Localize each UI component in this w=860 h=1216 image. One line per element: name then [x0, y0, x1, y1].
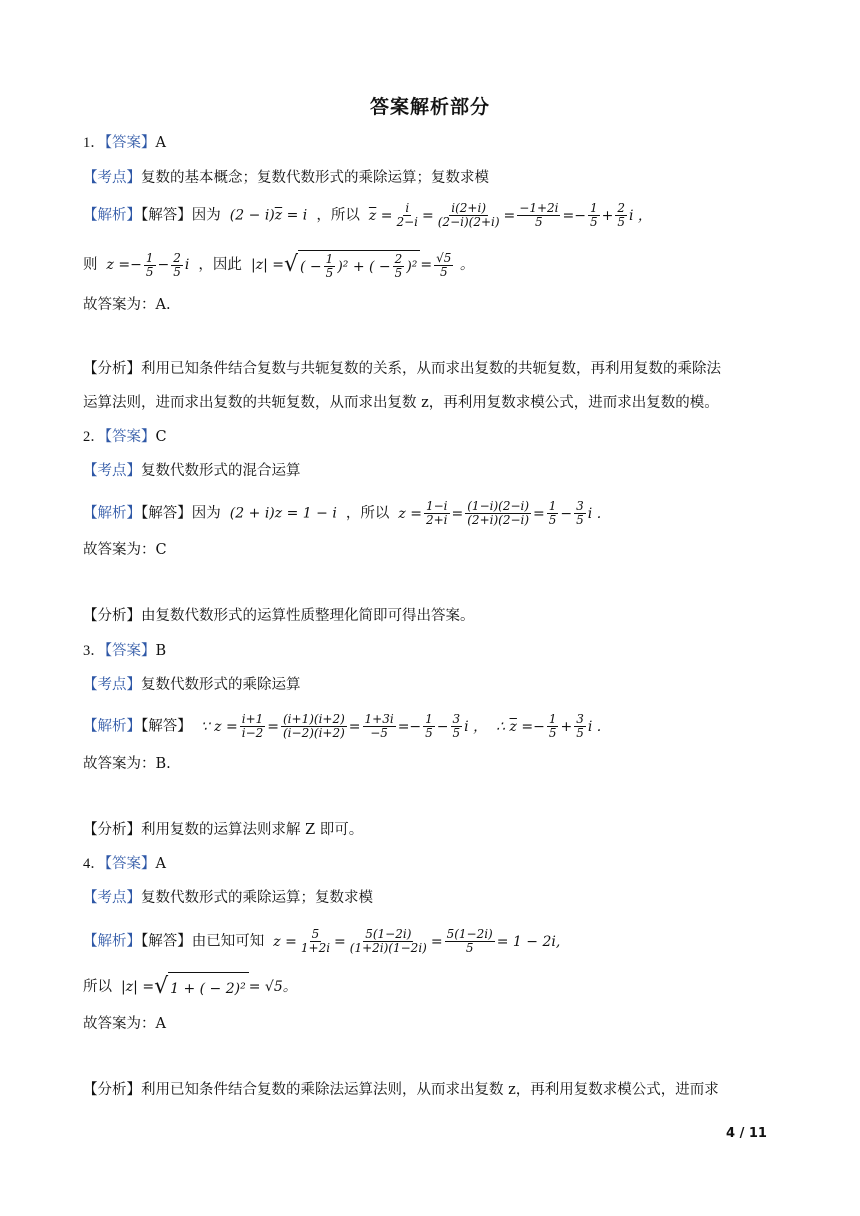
q2-analysis-tag: 【分析】 [83, 608, 141, 624]
q4-answer: A [155, 856, 166, 872]
q2-number: 2． [83, 429, 105, 445]
q3-number: 3． [83, 643, 105, 659]
q1-solution-line2 [83, 250, 474, 280]
q1-answer-line [83, 133, 166, 155]
q1-text-c: 则 [83, 257, 98, 273]
q1-keypoint: 复数的基本概念；复数代数形式的乘除运算；复数求模 [141, 170, 489, 186]
q1-number: 1． [83, 135, 105, 151]
q1-keypoint-line [83, 168, 489, 190]
q4-number: 4． [83, 856, 105, 872]
q4-jieda-tag: 【解答】 [141, 933, 192, 950]
q1-text-b: ，所以 [316, 207, 360, 224]
q1-answer-tag: 【答案】 [104, 135, 156, 151]
q4-analysis-line [83, 1080, 719, 1102]
q4-keypoint-tag: 【考点】 [83, 890, 141, 906]
q1-keypoint-tag: 【考点】 [83, 170, 141, 186]
page-title: 答案解析部分 [369, 96, 490, 118]
q3-conclusion: 故答案为：B. [83, 756, 171, 772]
q2-solution-line1 [83, 499, 602, 527]
q2-text-b: ，所以 [345, 505, 390, 522]
q4-conclusion: 故答案为：A [83, 1016, 166, 1032]
q3-analysis-text: 利用复数的运算法则求解 Z 即可。 [141, 822, 364, 838]
q1-jieda-tag: 【解答】 [141, 207, 192, 224]
q1-jiexi-tag: 【解析】 [83, 207, 141, 224]
q4-keypoint-line [83, 888, 373, 910]
q4-answer-line [83, 854, 166, 876]
q1-conclusion: 故答案为：A. [83, 297, 171, 313]
q4-solution-line1 [83, 927, 561, 955]
q4-answer-tag: 【答案】 [104, 856, 156, 872]
page-number: 4 / 11 [726, 1126, 767, 1141]
q1-solution-line1 [83, 201, 652, 229]
q1-analysis-tag: 【分析】 [83, 361, 141, 377]
q1-analysis-line2: 运算法则，进而求出复数的共轭复数，从而求出复数 z，再利用复数求模公式，进而求出复数的模。 [83, 395, 719, 411]
q3-formula-conjugate: ∴ $\overline{z}$ =− $\frac{1}{5}$ + $\frac{3}{5}$ i . [491, 712, 602, 740]
q2-text-a: 因为 [191, 505, 221, 522]
q1-text-a: 因为 [191, 207, 221, 224]
q4-analysis-text: 利用已知条件结合复数的乘除法运算法则，从而求出复数 z，再利用复数求模公式，进而求 [141, 1082, 719, 1098]
q1-formula-given: $(2 - i)\overline{z} = i$ [225, 207, 308, 224]
q2-formula-given: (2 + i)z = 1 − i [225, 505, 337, 522]
q2-formula-result: z = $\frac{1-i}{2+i}$ = $\frac{(1-i)(2-i)}{(2+i)(2-i)}$ = $\frac{1}{5}$ − $\frac{3}{5}$ i . [393, 499, 602, 527]
q3-answer: B [155, 643, 167, 659]
q3-answer-line [83, 641, 166, 663]
q4-analysis-tag: 【分析】 [83, 1082, 141, 1098]
q2-answer-tag: 【答案】 [104, 429, 156, 445]
q1-formula-z: z =− $\frac{1}{5}$ − $\frac{2}{5}$ i [102, 250, 190, 279]
q1-analysis-line1 [83, 359, 721, 381]
q2-keypoint-line [83, 461, 301, 483]
q4-jiexi-tag: 【解析】 [83, 933, 141, 950]
q2-analysis-text: 由复数代数形式的运算性质整理化简即可得出答案。 [141, 608, 475, 624]
q4-keypoint: 复数代数形式的乘除运算；复数求模 [141, 890, 373, 906]
q4-solution-line2 [83, 972, 297, 999]
q2-conclusion: 故答案为：C [83, 542, 167, 558]
q3-keypoint: 复数代数形式的乘除运算 [141, 677, 301, 693]
q2-jieda-tag: 【解答】 [141, 505, 192, 522]
q4-text-b: 所以 [83, 979, 112, 995]
q2-answer: C [155, 429, 167, 445]
q3-answer-tag: 【答案】 [104, 643, 156, 659]
q4-formula-z: z = $\frac{5}{1+2i}$ = $\frac{5(1-2i)}{(1+2i)(1-2i)}$ = $\frac{5(1-2i)}{5}$ = 1 − 2i, [268, 927, 561, 955]
q3-keypoint-tag: 【考点】 [83, 677, 141, 693]
q3-analysis-line [83, 820, 363, 842]
q2-answer-line [83, 427, 167, 449]
q3-analysis-tag: 【分析】 [83, 822, 141, 838]
q1-text-d: ，因此 [198, 257, 242, 273]
q3-jiexi-tag: 【解析】 [83, 718, 141, 735]
q1-formula-modulus: |z| = √ ( − $\frac{1}{5}$ )² + ( − $\frac{2}{5}$ )² = $\frac{√5}{5}$ 。 [246, 250, 474, 280]
q1-formula-conjugate: $\overline{z}$ = $\frac{i}{2-i}$ = $\frac{i(2+i)}{(2-i)(2+i)}$ = $\frac{-1+2i}{5}$ =− $\frac{1}{5}$ + $\frac{2}{5}$ i ， [368, 201, 652, 229]
q2-analysis-line [83, 606, 475, 628]
q1-analysis-text1: 利用已知条件结合复数与共轭复数的关系，从而求出复数的共轭复数，再利用复数的乘除法 [141, 361, 721, 377]
q3-solution-line1 [83, 712, 602, 740]
q1-answer: A [155, 135, 166, 151]
q2-keypoint: 复数代数形式的混合运算 [141, 463, 301, 479]
q3-jieda-tag: 【解答】 [141, 718, 192, 735]
q4-formula-modulus: |z| = √ 1 + ( − 2)² = √5。 [117, 979, 297, 995]
q2-jiexi-tag: 【解析】 [83, 505, 141, 522]
q3-formula-z: ∵ z = $\frac{i+1}{i-2}$ = $\frac{(i+1)(i+2)}{(i-2)(i+2)}$ = $\frac{1+3i}{-5}$ =− $\frac{1}{5}$ − $\frac{3}{5}$ i ， [196, 712, 488, 740]
q3-keypoint-line [83, 675, 301, 697]
q4-text-a: 由已知可知 [191, 933, 265, 950]
q2-keypoint-tag: 【考点】 [83, 463, 141, 479]
